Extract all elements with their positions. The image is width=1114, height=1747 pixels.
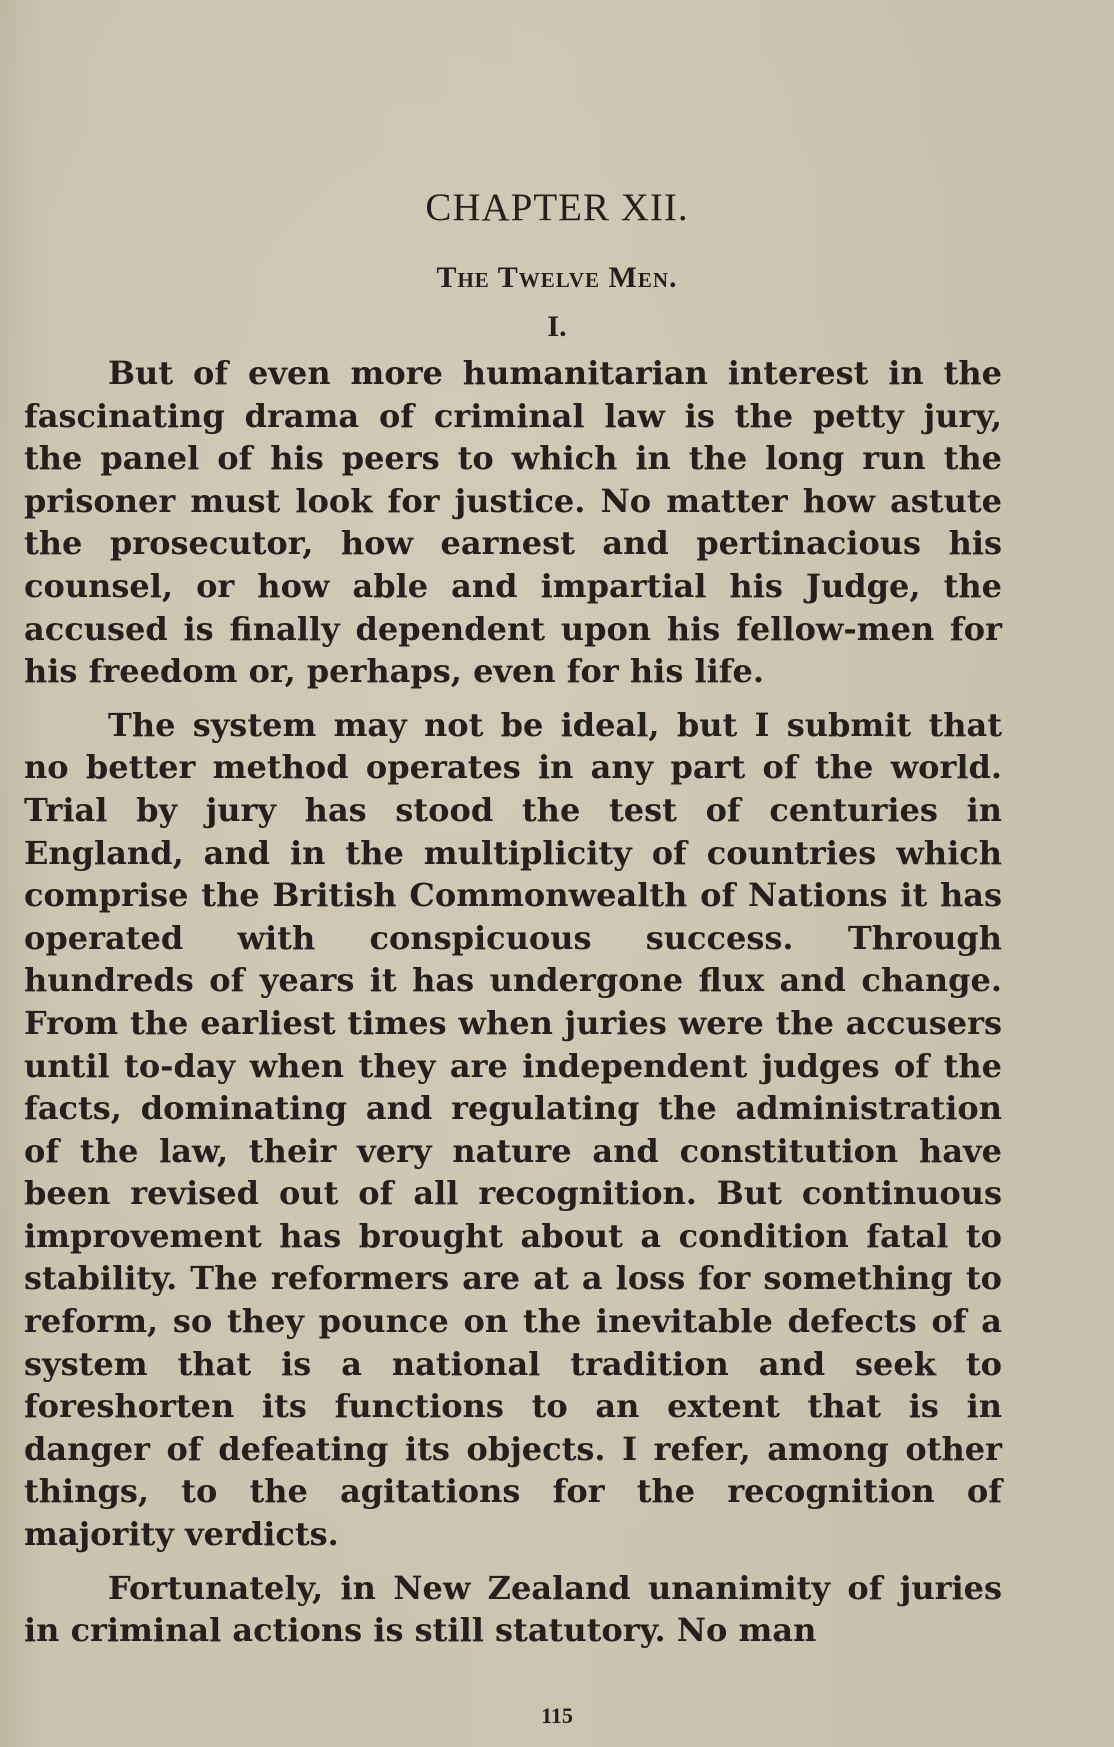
section-number: I.	[547, 310, 567, 343]
paragraph-3: Fortunately, in New Zealand unanimity of juries in criminal actions is still statutory. No man	[24, 1568, 1002, 1650]
paragraph-2: The system may not be ideal, but I submit that no better method operates in any part of the world. Trial by jury has stood the test of centuries in England, and in the multiplicity of countries which comprise the British Commonwealth of Nations it has operated with conspicuous success. Through hundreds of years it has undergone flux and change. From the earliest times when juries were the accusers until to-day when they are independent judges of the facts, dominating and regulating the administration of the law, their very nature and constitution have been revised out of all recognition. But continuous improvement has brought about a condition fatal to stability. The reformers are at a loss for something to reform, so they pounce on the inevitable defects of a system that is a national tradition and seek to foreshorten its functions to an extent that is in danger of defeating its objects. I refer, among other things, to the agitations for the recognition of majority verdicts.	[24, 705, 1002, 1554]
chapter-title: CHAPTER XII.	[425, 186, 689, 229]
body-text	[24, 352, 1002, 1652]
chapter-subtitle: The Twelve Men.	[436, 261, 678, 294]
paragraph-1: But of even more humanitarian interest in the fascinating drama of criminal law is the petty jury, the panel of his peers to which in the long run the prisoner must look for justice. No matter how astute the prosecutor, how earnest and pertinacious his counsel, or how able and impartial his Judge, the accused is finally dependent upon his fellow-men for his freedom or, perhaps, even for his life.	[24, 354, 1002, 691]
page-number: 115	[541, 1703, 573, 1728]
